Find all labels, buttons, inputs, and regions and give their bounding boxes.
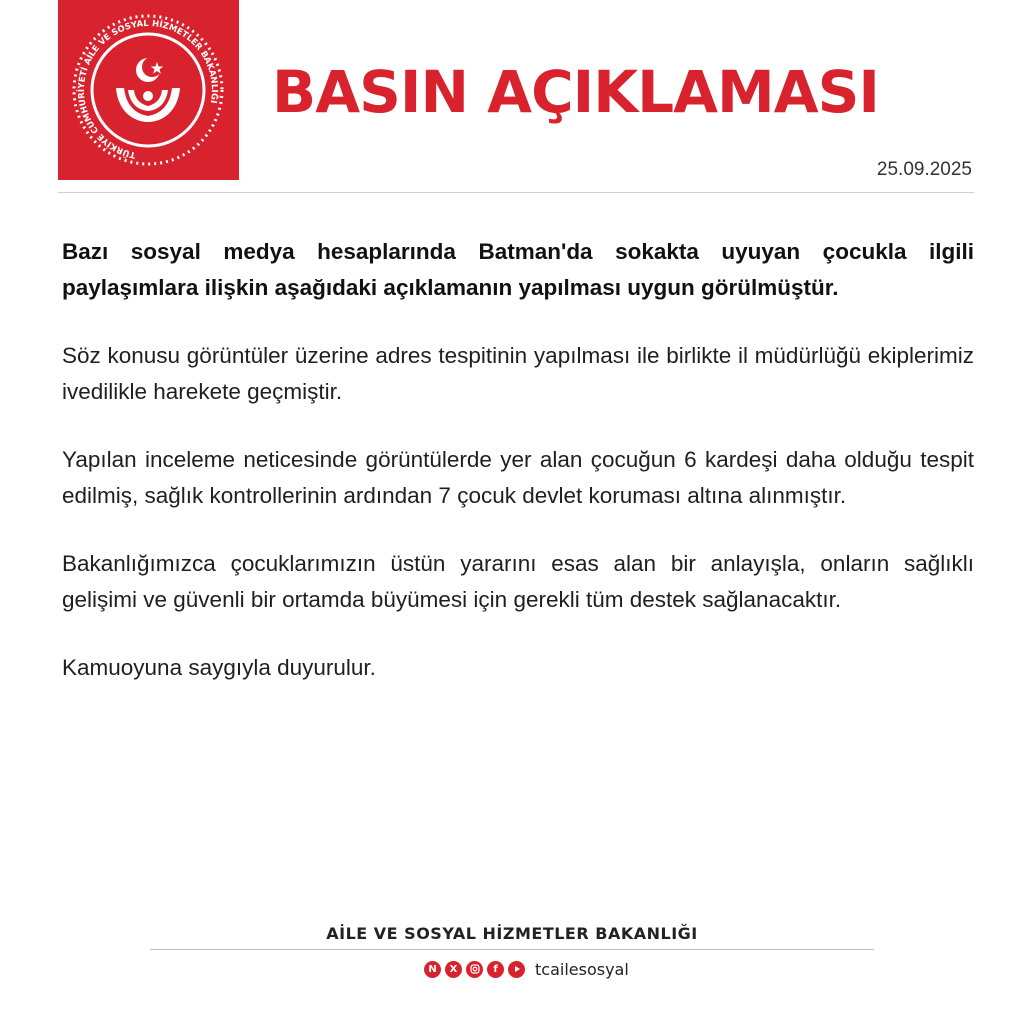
lead-paragraph: Bazı sosyal medya hesaplarında Batman'da sokakta uyuyan çocukla ilgili paylaşımlara ilişkin aşağıdaki açıklamanın yapılması uygun görülmüştür. [62, 239, 974, 300]
body-paragraph: Söz konusu görüntüler üzerine adres tespitinin yapılması ile birlikte il müdürlüğü ekiplerimiz ivedilikle harekete geçmiştir. [62, 343, 974, 404]
page-title: BASIN AÇIKLAMASI [272, 58, 879, 126]
nsosyal-icon[interactable]: N [424, 961, 441, 978]
svg-text:TÜRKİYE CUMHURİYETİ AİLE VE SO [76, 19, 221, 160]
instagram-icon[interactable] [466, 961, 483, 978]
social-handle[interactable]: tcailesosyal [535, 959, 629, 979]
header-divider [58, 192, 974, 193]
social-links [424, 958, 629, 980]
x-icon[interactable]: X [445, 961, 462, 978]
footer-divider [150, 949, 874, 950]
press-release-body [62, 234, 974, 718]
closing-paragraph: Kamuoyuna saygıyla duyurulur. [62, 655, 376, 680]
facebook-icon[interactable]: f [487, 961, 504, 978]
body-paragraph: Yapılan inceleme neticesinde görüntülerde yer alan çocuğun 6 kardeşi daha olduğu tespit edilmiş, sağlık kontrollerinin ardından 7 çocuk devlet koruması altına alınmıştır. [62, 447, 974, 508]
release-date: 25.09.2025 [876, 159, 972, 180]
logo-ring-text: TÜRKİYE CUMHURİYETİ AİLE VE SOSYAL HİZMETLER BAKANLIĞI [76, 18, 220, 160]
youtube-icon[interactable] [508, 961, 525, 978]
ministry-emblem-icon [58, 0, 239, 180]
body-paragraph: Bakanlığımızca çocuklarımızın üstün yararını esas alan bir anlayışla, onların sağlıklı gelişimi ve güvenli bir ortamda büyümesi için gerekli tüm destek sağlanacaktır. [62, 551, 974, 612]
ministry-logo [58, 0, 239, 180]
footer-organization: AİLE VE SOSYAL HİZMETLER BAKANLIĞI [326, 924, 698, 943]
